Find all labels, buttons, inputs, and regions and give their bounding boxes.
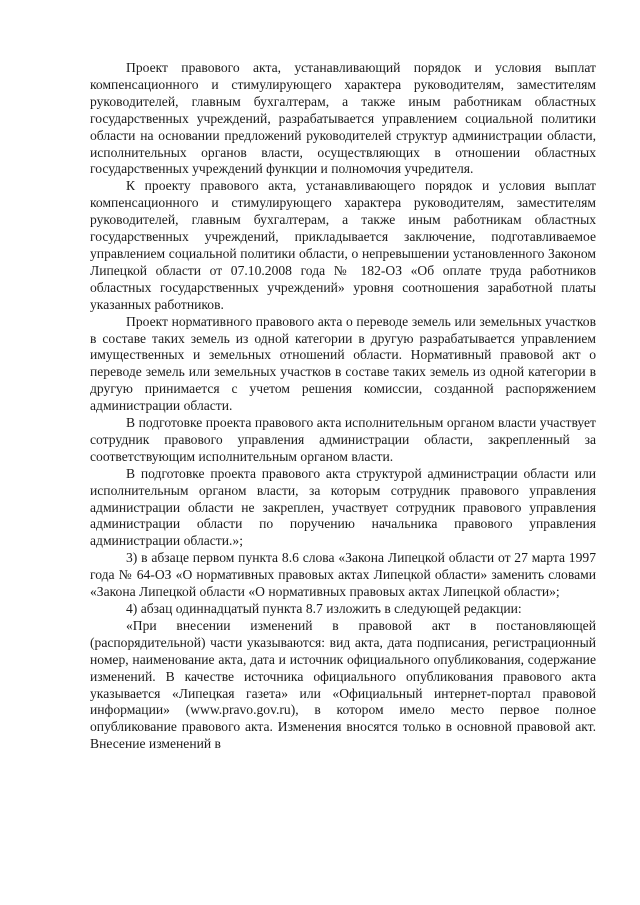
paragraph: В подготовке проекта правового акта исполнительным органом власти участвует сотрудник правового управления администрации области, закрепленный за соответствующим исполнительным органом власти.: [90, 415, 596, 464]
paragraph: К проекту правового акта, устанавливающего порядок и условия выплат компенсационного и стимулирующего характера руководителям, заместителям руководителей, главным бухгалтерам, а также иным работникам областных государственных учреждений, прикладывается заключение, подготавливаемое управлением социальной политики области, о непревышении установленного Законом Липецкой области от 07.10.2008 года № 182-ОЗ «Об оплате труда работников областных государственных учреждений» уровня соотношения заработной платы указанных работников.: [90, 178, 596, 312]
paragraph: Проект правового акта, устанавливающий порядок и условия выплат компенсационного и стимулирующего характера руководителям, заместителям руководителей, главным бухгалтерам, а также иным работникам областных государственных учреждений, разрабатывается управлением социальной политики области на основании предложений руководителей структур администрации области, исполнительных органов власти, осуществляющих в отношении областных государственных учреждений функции и полномочия учредителя.: [90, 60, 596, 177]
paragraph: В подготовке проекта правового акта структурой администрации области или исполнительным органом власти, за которым сотрудник правового управления администрации области не закреплен, участвует сотрудник правового управления администрации области по поручению начальника правового управления администрации области.»;: [90, 465, 596, 549]
document-body: [90, 60, 596, 753]
paragraph: 3) в абзаце первом пункта 8.6 слова «Закона Липецкой области от 27 марта 1997 года № 64-ОЗ «О нормативных правовых актах Липецкой области» заменить словами «Закона Липецкой области «О нормативных правовых актах Липецкой области»;: [90, 550, 596, 600]
paragraph: Проект нормативного правового акта о переводе земель или земельных участков в составе таких земель из одной категории в другую разрабатывается управлением имущественных и земельных отношений области. Нормативный правовой акт о переводе земель или земельных участков в составе таких земель из одной категории в другую принимается с учетом решения комиссии, созданной распоряжением администрации области.: [90, 313, 596, 414]
paragraph: 4) абзац одиннадцатый пункта 8.7 изложить в следующей редакции:: [126, 601, 522, 616]
paragraph: «При внесении изменений в правовой акт в постановляющей (распорядительной) части указываются: вид акта, дата подписания, регистрационный номер, наименование акта, дата и источник официального опубликования, содержание изменений. В качестве источника официального опубликования правового акта указывается «Липецкая газета» или «Официальный интернет-портал правовой информации» (www.pravo.gov.ru), в котором имело место первое полное опубликование правового акта. Изменения вносятся только в основной правовой акт. Внесение изменений в: [90, 617, 596, 752]
